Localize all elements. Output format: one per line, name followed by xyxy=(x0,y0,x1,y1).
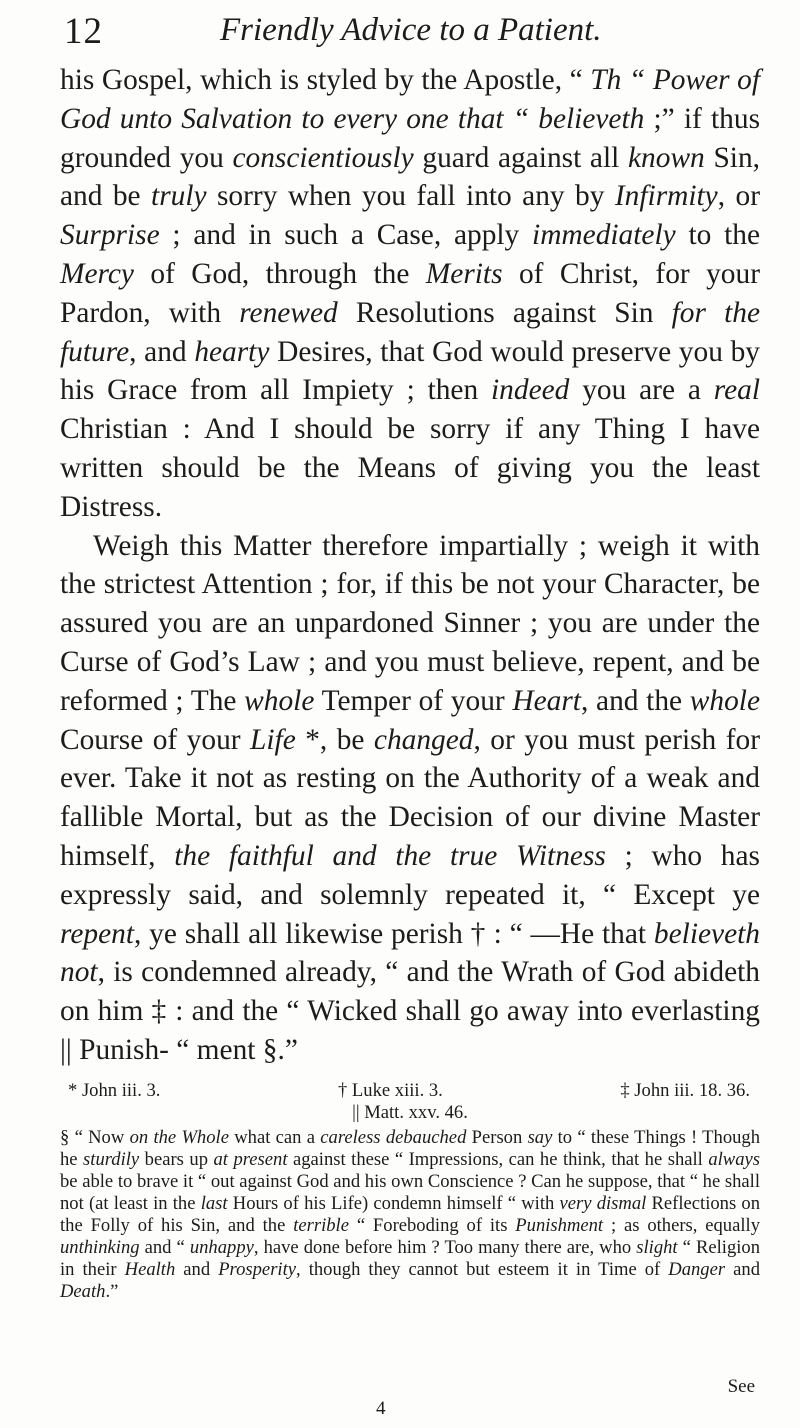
paragraph-2: Weigh this Matter therefore impartially ; weigh it with the strictest Attention ; for, if this be not your Character, be assured you are an unpardoned Sinner ; you are under the Curse of God’s Law ; and you must believe, repent, and be reformed ; The whole Temper of your Heart, and the whole Course of your Life *, be changed, or you must perish for ever. Take it not as resting on the Authority of a weak and fallible Mortal, but as the Decision of our divine Master himself, the faithful and the true Witness ; who has expressly said, and solemnly repeated it, “ Except ye repent, ye shall all likewise perish † : “ —He that believeth not, is condemned already, “ and the Wrath of God abideth on him ‡ : and the “ Wicked shall go away into everlasting || Punish- “ ment §.” xyxy=(60,529,761,1066)
footnotes xyxy=(60,1080,760,1303)
footnote-matt: || Matt. xxv. 46. xyxy=(352,1102,468,1123)
footnote-john: * John iii. 3. xyxy=(68,1080,161,1101)
body-text xyxy=(60,61,760,1070)
signature-mark: 4 xyxy=(376,1398,386,1419)
paragraph-1: his Gospel, which is styled by the Apostle, “ Th “ Power of God unto Salvation to every one that “ believeth ;” if thus grounded you conscientiously guard against all known Sin, and be truly sorry when you fall into any by Infirmity, or Surprise ; and in such a Case, apply immediately to the Mercy of God, through the Merits of Christ, for your Pardon, with renewed Resolutions against Sin for the future, and hearty Desires, that God would preserve you by his Grace from all Impiety ; then indeed you are a real Christian : And I should be sorry if any Thing I have written should be the Means of giving you the least Distress. xyxy=(60,64,761,523)
running-title: Friendly Advice to a Patient. xyxy=(220,12,602,48)
footnote-section: § “ Now on the Whole what can a careless debauched Person say to “ these Things ! Though he sturdily bears up at present against these “ Impressions, can he think, that he shall always be able to brave it “ out against God and his own Conscience ? Can he suppose, that “ he shall not (at least in the last Hours of his Life) condemn himself “ with very dismal Reflections on the Folly of his Sin, and the terrible “ Foreboding of its Punishment ; as others, equally unthinking and “ unhappy, have done before him ? Too many there are, who slight “ Religion in their Health and Prosperity, though they cannot but esteem it in Time of Danger and Death.” xyxy=(60,1127,761,1302)
footnote-luke: † Luke xiii. 3. xyxy=(337,1080,443,1101)
footnote-references xyxy=(60,1080,760,1102)
page-number: 12 xyxy=(64,11,103,52)
footnote-john-2: ‡ John iii. 18. 36. xyxy=(620,1080,750,1101)
page-header xyxy=(50,10,750,60)
catchword: See xyxy=(727,1376,755,1397)
